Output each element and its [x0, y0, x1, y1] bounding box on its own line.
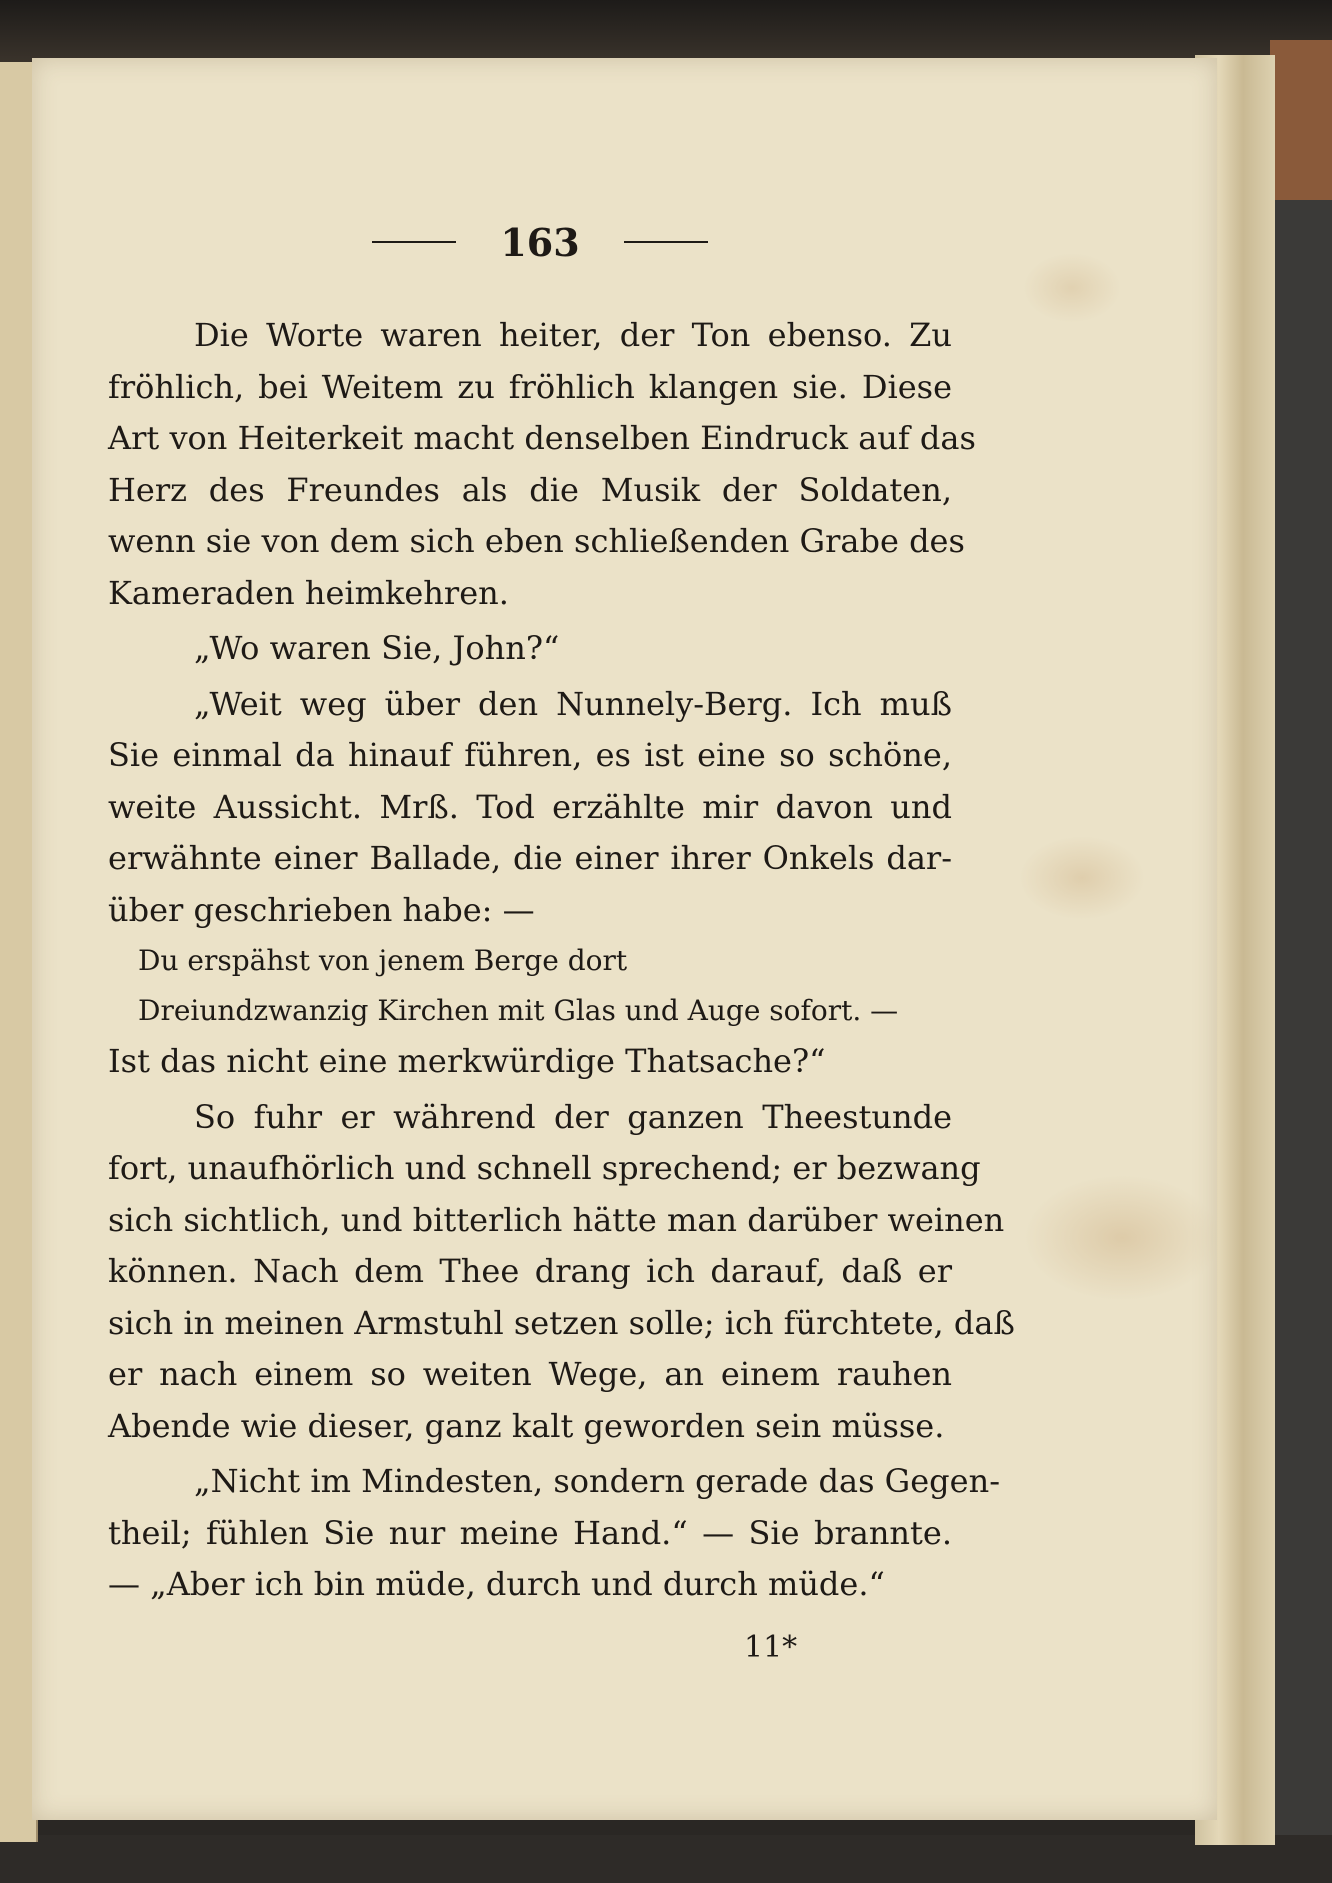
- text-line: Sie einmal da hinauf führen, es ist eine so schöne,: [108, 736, 952, 774]
- page-header: [330, 212, 750, 272]
- text-line: theil; fühlen Sie nur meine Hand.“ — Sie brannte.: [108, 1513, 952, 1552]
- text-line: „Wo waren Sie, John?“: [194, 629, 560, 667]
- text-line: erwähnte einer Ballade, die einer ihrer Onkels dar-: [108, 839, 952, 877]
- text-line: sich sichtlich, und bitterlich hätte man darüber weinen: [108, 1200, 1005, 1239]
- header-rule-right: [624, 241, 708, 243]
- text-line: Die Worte waren heiter, der Ton ebenso. Zu: [194, 316, 952, 354]
- text-line: „Nicht im Mindesten, sondern gerade das Gegen-: [194, 1462, 1001, 1500]
- text-line: fröhlich, bei Weitem zu fröhlich klangen sie. Diese: [108, 367, 952, 406]
- verse-line: Du erspähst von jenem Berge dort: [138, 944, 628, 977]
- book-cover-top: [0, 0, 1332, 62]
- text-line: sich in meinen Armstuhl setzen solle; ich fürchtete, daß: [108, 1303, 1015, 1342]
- text-line: Ist das nicht eine merkwürdige Thatsache?“: [108, 1042, 826, 1080]
- text-line: können. Nach dem Thee drang ich darauf, daß er: [108, 1252, 952, 1290]
- text-line: über geschrieben habe: —: [108, 890, 535, 929]
- text-line: weite Aussicht. Mrß. Tod erzählte mir davon und: [108, 787, 952, 826]
- book-cover-right: [1270, 40, 1332, 1883]
- verse-line: Dreiundzwanzig Kirchen mit Glas und Auge sofort. —: [138, 994, 899, 1027]
- text-line: — „Aber ich bin müde, durch und durch müde.“: [108, 1565, 885, 1603]
- text-line: Art von Heiterkeit macht denselben Eindruck auf das: [108, 419, 976, 457]
- text-line: er nach einem so weiten Wege, an einem rauhen: [108, 1355, 952, 1393]
- signature-mark: 11*: [744, 1630, 798, 1665]
- text-line: So fuhr er während der ganzen Theestunde: [194, 1097, 952, 1136]
- text-line: Kameraden heimkehren.: [108, 573, 509, 612]
- text-line: Herz des Freundes als die Musik der Soldaten,: [108, 470, 952, 509]
- text-line: Abende wie dieser, ganz kalt geworden sein müsse.: [108, 1406, 945, 1445]
- page-number: 163: [500, 219, 580, 265]
- body-text: [108, 310, 1015, 1611]
- leather-corner: [1270, 40, 1332, 200]
- text-line: wenn sie von dem sich eben schließenden Grabe des: [108, 522, 965, 560]
- header-rule-left: [372, 241, 456, 243]
- text-line: „Weit weg über den Nunnely-Berg. Ich muß: [194, 684, 952, 723]
- text-line: fort, unaufhörlich und schnell sprechend; er bezwang: [108, 1149, 981, 1187]
- book-cover-bottom: [0, 1835, 1332, 1883]
